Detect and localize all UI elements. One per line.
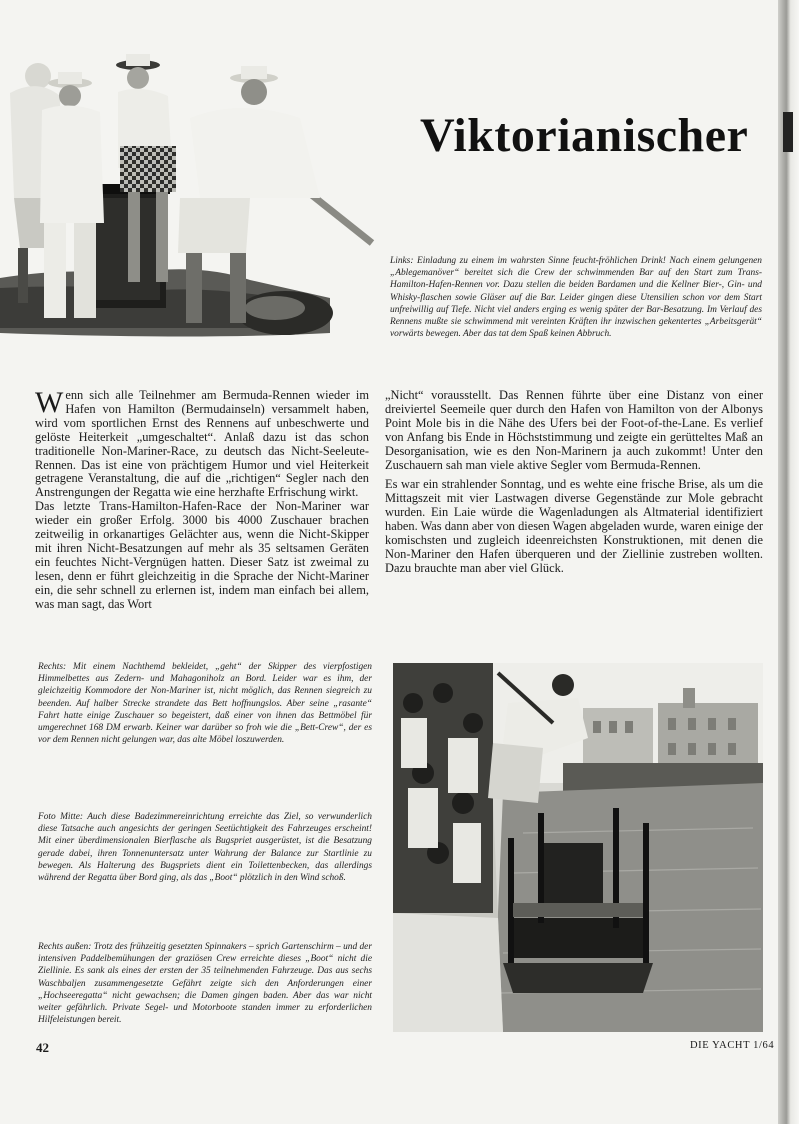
caption-outer-photo: Rechts außen: Trotz des frühzeitig gesetzten Spinnakers – sprich Gartenschirm – und der intensiven Paddelbemühungen der graziösen Crew erreichte dieses „Boot“ nicht die Ziellinie. Es sank als eines der ersten der 35 teilnehmenden Fahrzeuge. Das aus sechs Waschbaljen zusammengesetzte Gefährt zeigte sich den Anforderungen einer „Hochseeregatta“ nicht gewachsen; die Damen gingen baden. Aber das war nicht weiter gefährlich. Private Segel- und Motorboote standen immer zu erforderlichen Hilfeleistungen bereit. bbox=[38, 942, 372, 1026]
page-gutter-shadow bbox=[778, 0, 799, 1124]
caption-middle-photo: Foto Mitte: Auch diese Badezimmereinrichtung erreichte das Ziel, so verwunderlich diese Tatsache auch angesichts der geringen Seetüchtigkeit des Fahrzeuges erscheint! Mit einer überdimensionalen Bierflasche als Bugspriet ausgerüstet, ist die Besatzung gerade dabei, ihren Tonnenuntersatz unter Wahrung der Balance zur Startlinie zu bewegen. Als Halterung des Bugspriets dient ein Toilettenbecken, das allerdings während der Regatta über Bord ging, als das „Boot“ plötzlich in den Wind schoß. bbox=[38, 812, 372, 884]
drop-cap: W bbox=[35, 386, 64, 419]
photo-floating-bar bbox=[0, 48, 378, 348]
article-title: Viktorianischer bbox=[420, 109, 749, 162]
page-number: 42 bbox=[36, 1040, 49, 1055]
publication-folio: DIE YACHT 1/64 bbox=[690, 1040, 775, 1051]
article-column-right bbox=[385, 389, 763, 576]
paragraph-intro bbox=[35, 386, 369, 500]
paragraph-intro-text: enn sich alle Teilnehmer am Bermuda-Rennen wieder im Hafen von Hamilton (Bermudainseln) versammelt haben, wird vom sportlichen Ernst des Rennens auf unbeschwerte und gelöste Heiterkeit „umgeschaltet“. Anlaß dazu ist das schon traditionelle Non-Mariner-Race, zu deutsch das Nicht-Seeleute-Rennen. Das ist eine von prächtigem Humor und viel Heiterkeit getragene Veranstaltung, die auf die „richtigen“ Segler nach den Anstrengungen der Regatta wie eine herzhafte Erfrischung wirkt. bbox=[35, 388, 369, 500]
caption-top-photo: Links: Einladung zu einem im wahrsten Sinne feucht-fröhlichen Drink! Nach einem gelungenen „Ablegemanöver“ bereitet sich die Crew der schwimmenden Bar auf den Start zum Trans-Hamilton-Hafen-Rennen vor. Dazu stellen die beiden Bardamen und die Kellner Bier-, Gin- und Whisky-flaschen sowie Gläser auf die Bar. Leider gingen diese Utensilien schon vor dem Start unfreiwillig auf Tiefe. Nicht viel anders erging es wenig später der Bar-Besatzung. Im Verlauf des Rennens mußte sie schwimmend mit vereinten Kräften ihr inzwischen gekentertes „Arbeitsgerät“ vorwärts bewegen. Aber das tat dem Spaß keinen Abbruch. bbox=[390, 256, 762, 340]
paragraph-4: Es war ein strahlender Sonntag, und es wehte eine frische Brise, als um die Mittagszeit mit vier Lastwagen diverse Gegenstände zur Mole gebracht wurden. Ein Laie würde die Wagenladungen als Altmaterial identifiziert haben. Was dann aber von diesen Wagen abgeladen wurde, waren einige der komischsten und zugleich ideenreichsten Konstruktionen, mit denen die Non-Mariner den Hafen überqueren und der Ziellinie zustreben wollten. Dazu brauchte man aber viel Glück. bbox=[385, 477, 763, 575]
article-column-left bbox=[35, 386, 369, 612]
paragraph-2: Das letzte Trans-Hamilton-Hafen-Race der Non-Mariner war wieder ein großer Erfolg. 3000 bis 4000 Zuschauer brachen zeitweilig in orkanartiges Gelächter aus, wenn die Nicht-Skipper mit ihren Nicht-Besatzungen auf mehr als 35 seltsamen Geräten ein feuchtes Nicht-Vergnügen hatten. Dieser Satz ist zweimal zu lesen, denn er führt gleichzeitig in die Sprache der Nicht-Mariner ein, die sehr schnell zu erlernen ist, indem man einfach bei allem, was man sagt, das Wort bbox=[35, 499, 369, 611]
caption-bed-photo: Rechts: Mit einem Nachthemd bekleidet, „geht“ der Skipper des vierpfostigen Himmelbettes aus Zedern- und Mahagoniholz an Bord. Leider war es ihm, der gleichzeitig Kommodore der Non-Mariner ist, nicht möglich, das Rennen siegreich zu beenden. Auf halber Strecke strandete das Bett hoffnungslos. Aber seine „rasante“ Fahrt hatte einige Zuschauer so begeistert, daß einer von ihnen das Bettmöbel für umgerechnet 168 DM erwarb. Keiner war darüber so froh wie die „Bett-Crew“, der es vor dem Rennen nicht gelungen war, das alte Möbel loszuwerden. bbox=[38, 662, 372, 746]
title-continuation-glyph bbox=[783, 112, 793, 152]
photo-harbour-bed bbox=[393, 663, 763, 1032]
paragraph-3: „Nicht“ vorausstellt. Das Rennen führte über eine Distanz von einer dreiviertel Seemeile quer durch den Hafen von Hamilton von der Albonys Point Mole bis in die Nähe des Ufers bei der Foot-of-the-Lane. Es verlief von Anfang bis Ende in Höchststimmung und zeigte ein gerütteltes Maß an Desorganisation, wie es den Non-Marinern ja auch zukommt! Unter den Zuschauern sah man viele aktive Segler vom Bermuda-Rennen. bbox=[385, 388, 763, 472]
